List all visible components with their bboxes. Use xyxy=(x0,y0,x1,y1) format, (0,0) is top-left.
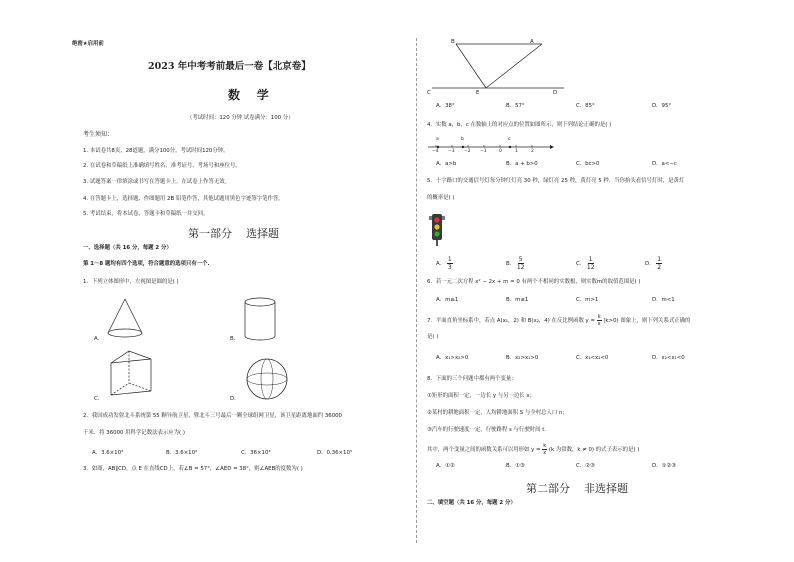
q1-label-c: C． xyxy=(94,396,104,402)
question-2-line1: 2．我国成功发射北斗系统第 55 颗导航卫星，暨北斗三号最后一颗全球组网卫星，该卫星距离地面约 36000 xyxy=(83,413,342,419)
section2-heading: 二、填空题（共 16 分，每题 2 分） xyxy=(427,500,516,506)
notice-4: 4. 在答题卡上，选择题、作图题用 2B 铅笔作答，其他试题用黑色字迹签字笔作答。 xyxy=(83,196,284,202)
question-2-line2: 千米．将 36000 用科学记数法表示应为( ) xyxy=(83,430,185,436)
q6-option-d: D．m<1 xyxy=(652,297,675,303)
question-8: 8．下面的三个问题中都有两个变量： xyxy=(427,376,517,382)
q2-option-b: B．3.6×10⁴ xyxy=(166,450,198,456)
q4-option-d: D．a<−c xyxy=(652,161,677,167)
secret-label: 绝密★启用前 xyxy=(72,41,104,47)
q8-option-c: C．②③ xyxy=(576,463,595,469)
q1-label-d: D． xyxy=(230,396,240,402)
fig-label-d: D xyxy=(553,90,558,96)
question-7-line1: 7．平面直角坐标系中，若点 A(x₁，2) 和 B(x₂，4) 在反比例函数 y = $\frac{k}{x}$ (k>0) 图象上，则下列关系式正确的 xyxy=(427,314,691,327)
q8-option-a: A．①② xyxy=(436,463,455,469)
prism-figure xyxy=(107,349,157,399)
exam-info: （考试时间：120 分钟 试卷满分：100 分） xyxy=(187,115,294,121)
q2-option-a: A．3.6×10³ xyxy=(92,450,124,456)
fig-label-b: B xyxy=(451,39,455,45)
q3-option-b: B．57° xyxy=(506,103,525,109)
q5-option-c: C． $\frac{1}{12}$ xyxy=(576,256,595,271)
q6-option-a: A．m≥1 xyxy=(436,297,459,303)
q3-option-d: D．95° xyxy=(652,103,672,109)
question-5-line2: 的概率是( ) xyxy=(427,195,455,201)
cone-figure xyxy=(105,297,145,342)
point-a-label: a xyxy=(436,137,439,142)
right-column xyxy=(414,0,794,562)
question-6: 6．若一元二次方程 x² − 2x + m = 0 有两个不相同的实数根，则实数m的取值范围是( ) xyxy=(427,279,641,285)
tick-2: 2 xyxy=(531,149,534,154)
notice-2: 2. 在试卷和草稿纸上准确填写姓名、准考证号、考场号和座位号。 xyxy=(83,163,241,169)
question-3: 3．如图，AB∥CD，点 E 在直线CD上，若∠B = 57°，∠AED = 38°，则∠AEB的度数为( ) xyxy=(83,466,303,472)
question-4: 4．实数 a，b，c 在数轴上的对应点的位置如图所示，则下列结论正确的是( ) xyxy=(427,122,612,128)
question-5-line1: 5．十字路口的交通信号灯每分钟红灯亮 30 秒，绿灯亮 25 秒，黄灯亮 5 秒．当你抬头看信号灯时，是黄灯 xyxy=(427,178,685,184)
q5-option-d: D． $\frac{1}{2}$ xyxy=(645,256,662,271)
section1-note: 第 1－8 题均有四个选项，符合题意的选项只有一个. xyxy=(83,261,210,267)
q8-item-2: ②某村的耕地面积一定，人均耕地面积 S 与全村总人口 n； xyxy=(427,410,568,416)
point-c-label: c xyxy=(508,137,511,142)
q8-item-1: ①矩形的面积一定，一边长 y 与另一边长 x； xyxy=(427,393,535,399)
notice-3: 3. 试题答案一律填涂或书写在答题卡上，在试卷上作答无效。 xyxy=(83,179,231,185)
sphere-figure xyxy=(245,357,289,401)
q7-option-b: B．x₂>x₁>0 xyxy=(506,355,539,361)
q6-option-b: B．m≤1 xyxy=(506,297,529,303)
cylinder-figure xyxy=(242,296,278,344)
tick-neg3: −3 xyxy=(448,149,455,154)
q1-label-b: B． xyxy=(230,336,240,342)
q8-option-d: D．①②③ xyxy=(652,463,677,469)
q8-conclusion: 其中，两个变量之间的函数关系可以用形如 y = $\frac{k}{x}$ (k 为常数，k ≠ 0) 的式子表示的是( ) xyxy=(427,443,640,456)
q8-item-3: ③汽车的行驶速度一定，行驶路程 s 与行驶时间 t． xyxy=(427,427,550,433)
exam-title: 2023 年中考考前最后一卷【北京卷】 xyxy=(148,61,311,72)
q3-option-c: C．85° xyxy=(576,103,595,109)
q8-option-b: B．①③ xyxy=(506,463,525,469)
point-b-label: b xyxy=(461,137,464,142)
q3-geometry-figure xyxy=(424,38,574,98)
q5-option-a: A． $\frac{1}{3}$ xyxy=(436,256,452,271)
notice-5: 5. 考试结束，将本试卷、答题卡和草稿纸一并交回。 xyxy=(83,211,209,217)
part2-heading: 第二部分 非选择题 xyxy=(526,482,628,495)
question-7-line2: 是( ) xyxy=(427,334,439,340)
tick-1: 1 xyxy=(515,149,518,154)
q7-option-a: A．x₁>x₂>0 xyxy=(436,355,469,361)
number-line xyxy=(426,138,556,160)
q6-option-c: C．m>1 xyxy=(576,297,599,303)
fig-label-e: E xyxy=(476,90,480,96)
tick-neg1: −1 xyxy=(480,149,487,154)
q5-option-b: B． $\frac{5}{12}$ xyxy=(506,256,525,271)
q2-option-c: C．36×10³ xyxy=(241,450,271,456)
q1-label-a: A． xyxy=(94,336,104,342)
tick-0: 0 xyxy=(499,149,502,154)
q3-option-a: A．38° xyxy=(436,103,455,109)
section1-heading: 一、选择题（共 16 分，每题 2 分） xyxy=(83,245,172,251)
traffic-light-icon xyxy=(428,212,446,248)
q4-option-c: C．bc>0 xyxy=(576,161,600,167)
part1-heading: 第一部分 选择题 xyxy=(188,227,279,240)
tick-neg4: −4 xyxy=(432,149,439,154)
notice-title: 考生须知： xyxy=(83,131,114,138)
question-1: 1．下列立体图形中，左视图是圆的是( ) xyxy=(83,279,179,285)
notice-1: 1. 本试卷共8页，28道题，满分100分。考试时间120分钟。 xyxy=(83,148,229,154)
fig-label-c: C xyxy=(427,90,431,96)
fig-label-a: A xyxy=(530,39,534,45)
q7-option-c: C．x₁<x₂<0 xyxy=(576,355,609,361)
q4-option-b: B．a + b>0 xyxy=(506,161,538,167)
subject-title: 数 学 xyxy=(228,88,269,102)
tick-neg2: −2 xyxy=(464,149,471,154)
q4-option-a: A．a>b xyxy=(436,161,457,167)
q7-option-d: D．x₂<x₁<0 xyxy=(652,355,685,361)
q2-option-d: D．0.36×10⁵ xyxy=(317,450,353,456)
